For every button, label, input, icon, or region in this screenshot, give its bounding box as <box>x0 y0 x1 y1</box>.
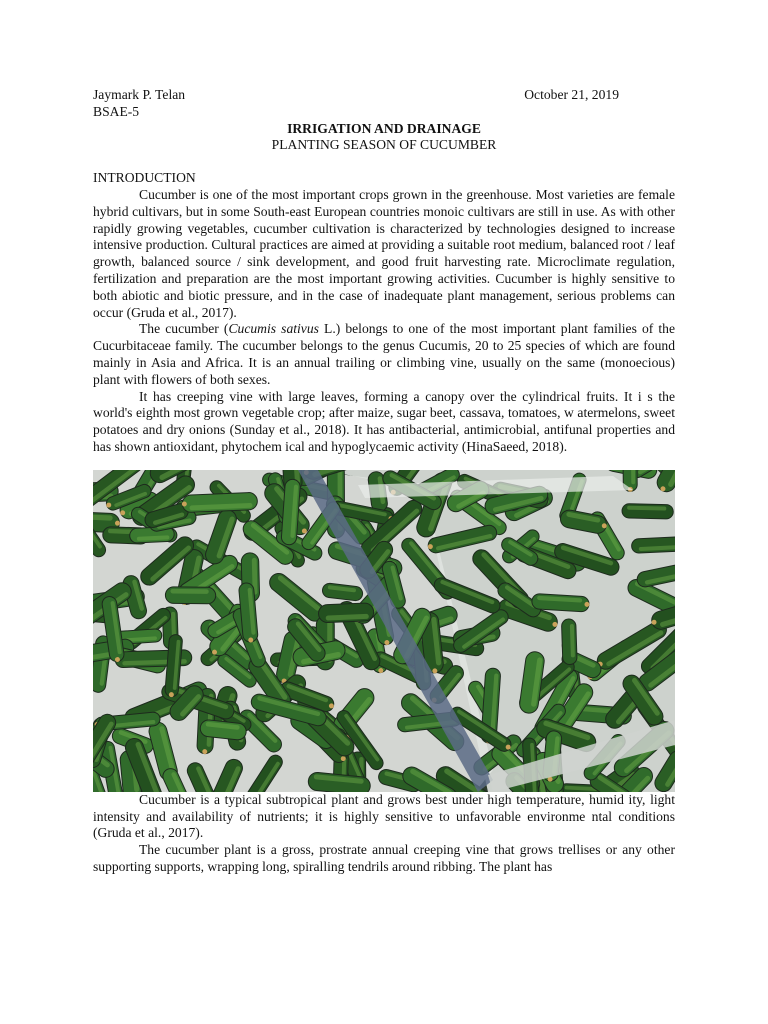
scientific-name: Cucumis sativus <box>228 321 319 337</box>
cucumber-photo <box>93 470 675 792</box>
paragraph-5: The cucumber plant is a gross, prostrate annual creeping vine that grows trellises or any other supporting supports, wrapping long, spiralling tendrils around ribbing. The plant has <box>93 842 675 874</box>
course-title: IRRIGATION AND DRAINAGE <box>287 120 481 136</box>
document-content <box>93 87 675 876</box>
paragraph-4: Cucumber is a typical subtropical plant and grows best under high temperature, humid ity, light intensity and availability of nutrients; it is highly sensitive to unfavorable environme ntal conditions (Gruda et al., 2017). <box>93 791 675 841</box>
header-row <box>93 87 675 104</box>
author-name: Jaymark P. Telan <box>93 87 186 102</box>
document-date: October 21, 2019 <box>524 87 619 102</box>
cucumber-photo-image <box>93 470 675 792</box>
paragraph-2 <box>93 321 675 388</box>
section-code: BSAE-5 <box>93 103 140 119</box>
paper-title: PLANTING SEASON OF CUCUMBER <box>271 137 497 153</box>
intro-heading: INTRODUCTION <box>93 170 196 186</box>
paragraph-3: It has creeping vine with large leaves, forming a canopy over the cylindrical fruits. It i s the world's eighth most grown vegetable crop; after maize, sugar beet, cassava, tomatoes, w atermelons, sweet potatoes and dry onions (Sunday et al., 2018). It has antibacterial, antimicrobial, antifunal properties and has shown antioxidant, phytochem ical and hypoglycaemic activity (HinaSaeed, 2018). <box>93 388 675 454</box>
paragraph-2-rest: L.) belongs to one of the most important plant families of the Cucurbitaceae family. The cucumber belongs to the genus Cucumis, 20 to 25 species of which are found mainly in Asia and Africa. It is an annual trailing or climbing vine, usually on the same (monoecious) plant with flowers of both sexes. <box>93 321 675 387</box>
paragraph-1: Cucumber is one of the most important crops grown in the greenhouse. Most varieties are female hybrid cultivars, but in some South-east European countries monoic cultivars are still in use. As with other rapidly growing vegetables, cucumber cultivation is characterized by technologies designed to increase intensive production. Cultural practices are aimed at providing a suitable root medium, balanced root / leaf growth, balanced source / sink development, and good fruit harvesting rate. Microclimate regulation, fertilization and preparation are the most important growing activities. Cucumber is highly sensitive to both abiotic and biotic pressure, and in the case of inadequate plant management, serious problems can occur (Gruda et al., 2017). <box>93 186 675 320</box>
paragraph-2-start: The cucumber ( <box>139 321 229 337</box>
